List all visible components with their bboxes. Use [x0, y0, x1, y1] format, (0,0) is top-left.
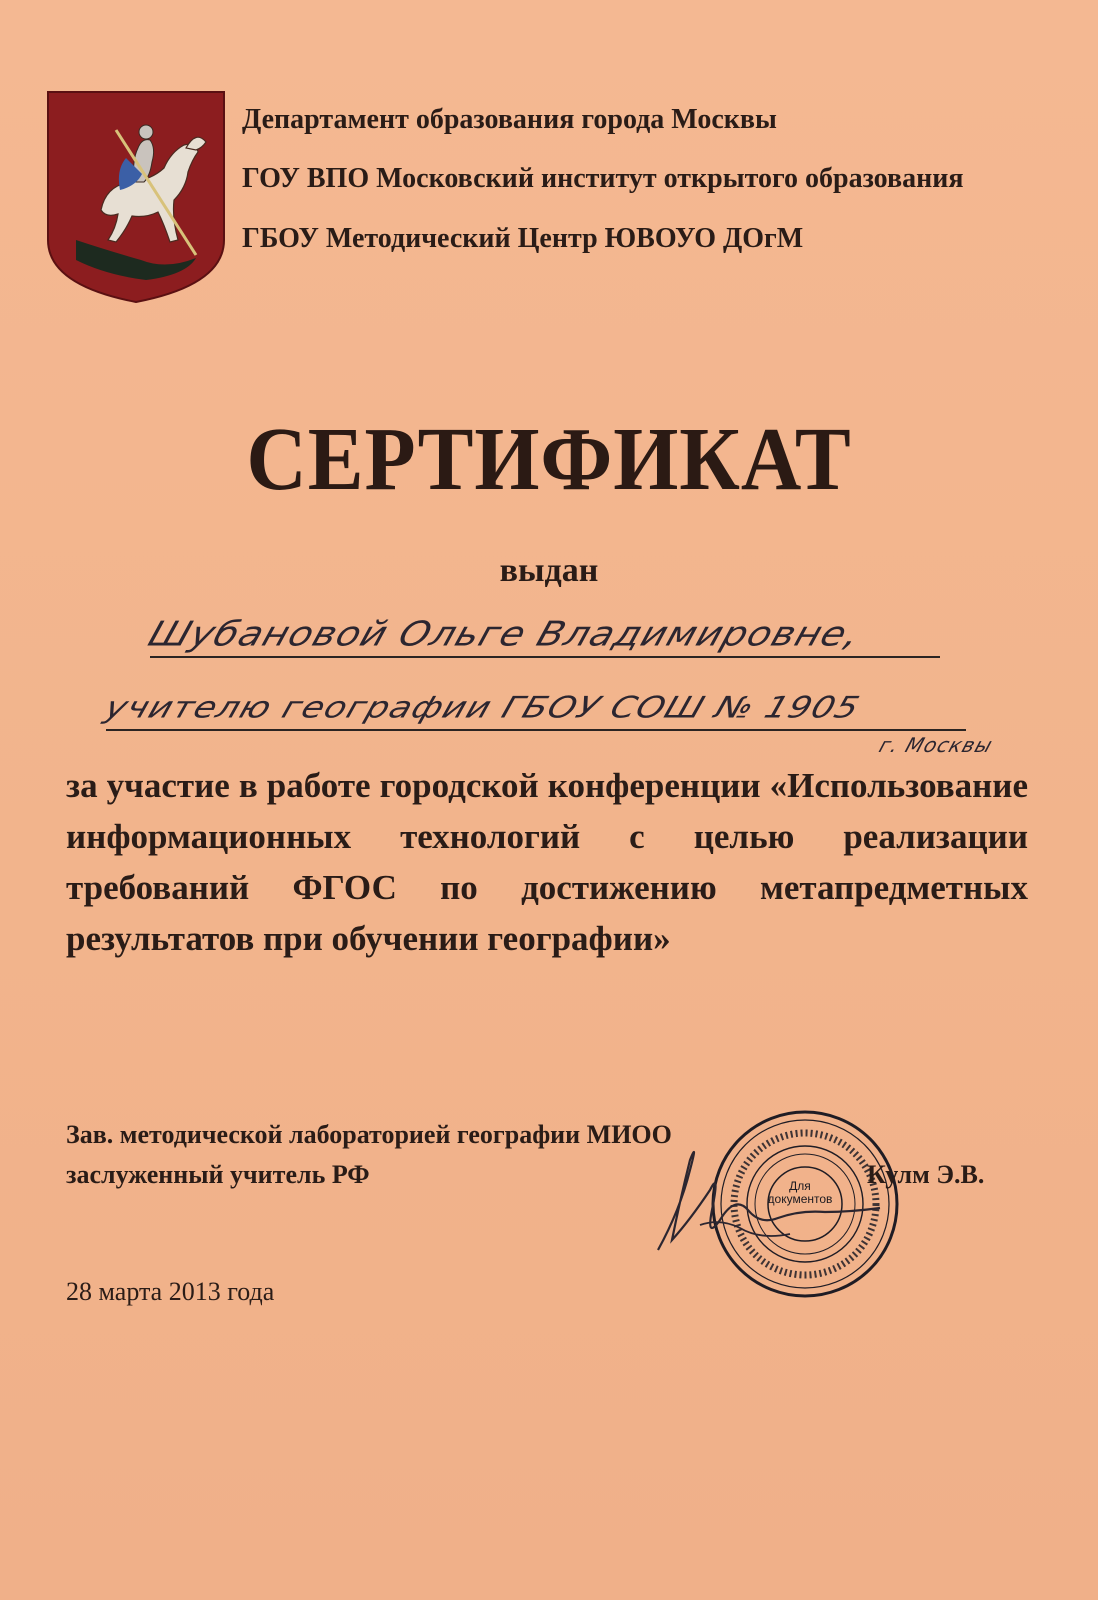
signatory-title: Зав. методической лабораторией географии МИОО [66, 1120, 672, 1149]
issued-label: выдан [499, 552, 599, 589]
recipient-name: Шубановой Ольге Владимировне, [143, 614, 866, 654]
org-institute: ГОУ ВПО Московский институт открытого образования [242, 163, 964, 194]
recipient-position: учителю географии ГБОУ СОШ № 1905 [100, 691, 865, 725]
stamp-center-text: Для документов [767, 1179, 833, 1206]
signatory-honor: заслуженный учитель РФ [66, 1160, 370, 1189]
org-department: Департамент образования города Москвы [242, 104, 777, 135]
position-underline [106, 729, 966, 731]
org-method-center: ГБОУ Методический Центр ЮВОУО ДОгМ [242, 223, 804, 254]
signatory-name: Кулм Э.В. [867, 1160, 985, 1189]
recipient-city: г. Москвы [876, 733, 997, 757]
moscow-coat-of-arms [46, 90, 226, 305]
name-underline [150, 656, 940, 658]
certificate-body: за участие в работе городской конференции «Использование информационных технологий с целью реализации требований ФГОС по достижению метапредметных результатов при обучении географии» [66, 766, 1028, 958]
issue-date: 28 марта 2013 года [66, 1277, 275, 1306]
certificate-title: СЕРТИФИКАТ [246, 410, 852, 509]
